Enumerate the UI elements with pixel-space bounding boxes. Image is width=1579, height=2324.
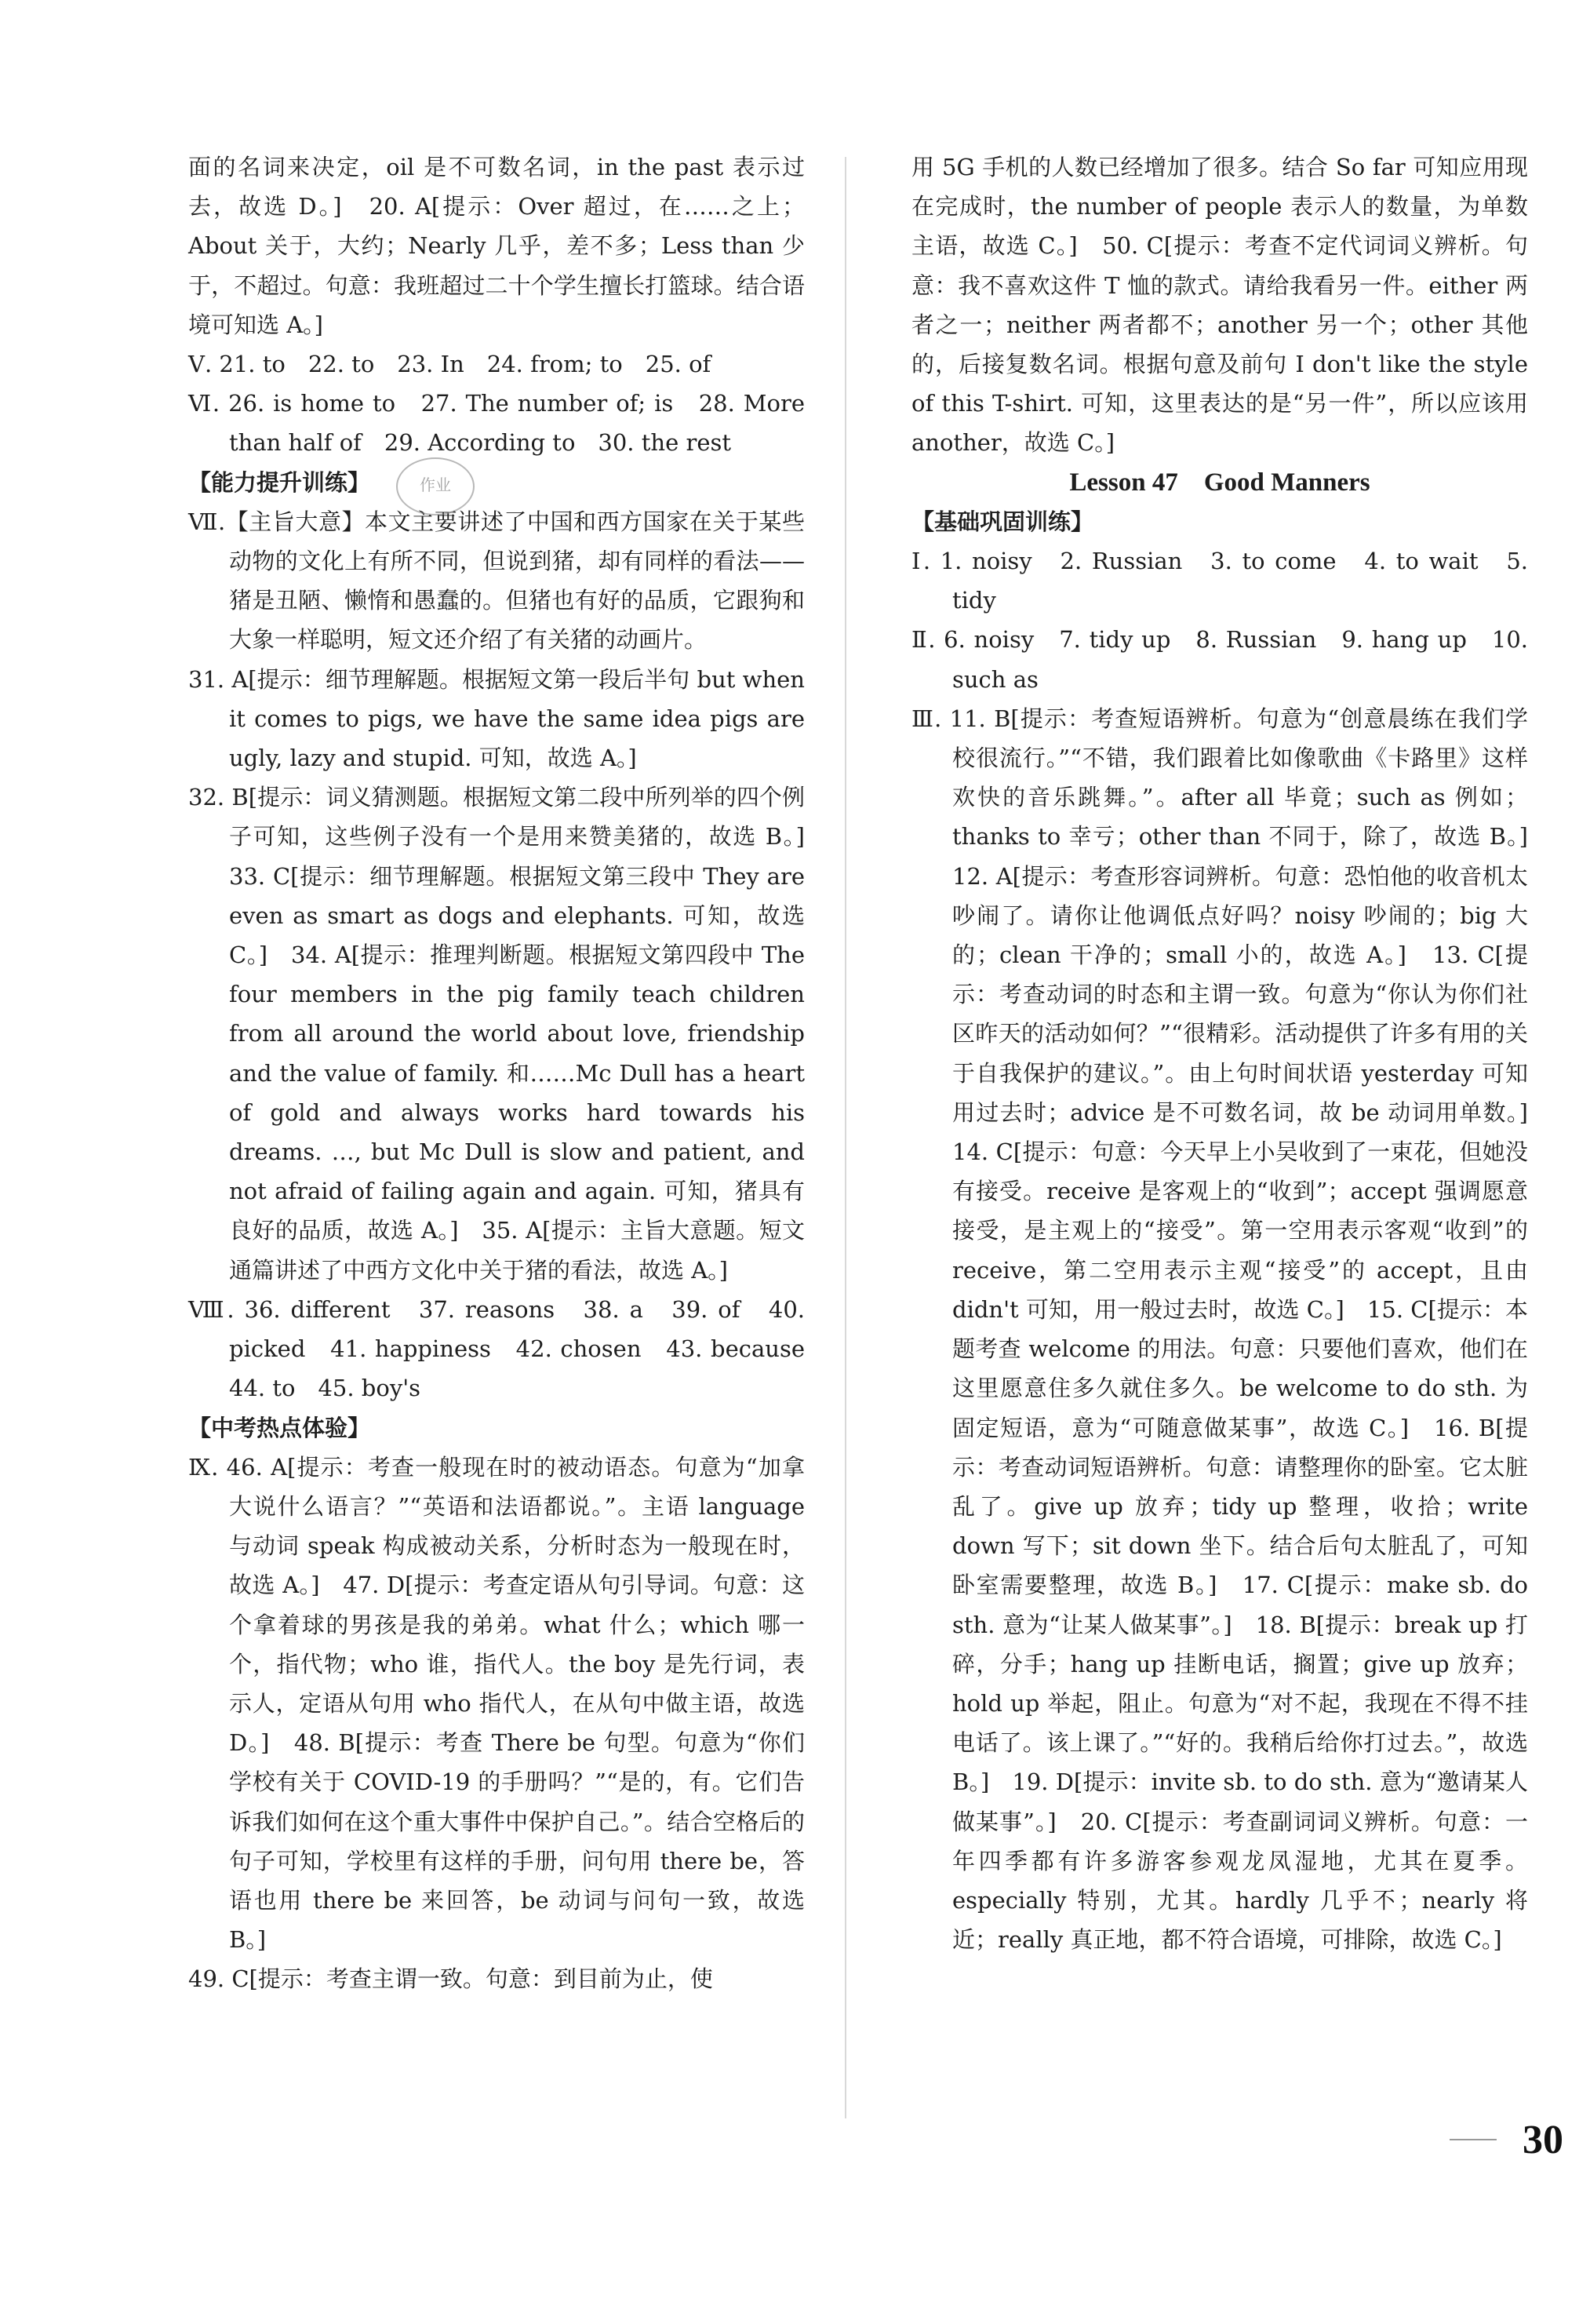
- section-heading: 【能力提升训练】: [188, 468, 371, 496]
- answer-paragraph: Ⅲ. 11. B[提示：考查短语辨析。句意为“创意晨练在我们学校很流行。”“不错，我们跟着比如像歌曲《卡路里》这样欢快的音乐跳舞。”。after all 毕竟；such as 例如；thanks to 幸亏；other than 不同于，除了，故选 B。] 12. A[提示：考查形容词辨析。句意：恐怕他的收音机太吵闹了。请你让他调低点好吗？noisy 吵闹的；big 大的；clean 干净的；small 小的，故选 A。] 13. C[提示：考查动词的时态和主谓一致。句意为“你认为你们社区昨天的活动如何？”“很精彩。活动提供了许多有用的关于自我保护的建议。”。由上句时间状语 yesterday 可知用过去时；advice 是不可数名词，故 be 动词用单数。] 14. C[提示：句意：今天早上小吴收到了一束花，但她没有接受。receive 是客观上的“收到”；accept 强调愿意接受，是主观上的“接受”。第一空用表示客观“收到”的 receive，第二空用表示主观“接受”的 accept，且由 didn't 可知，用一般过去时，故选 C。] 15. C[提示：本题考查 welcome 的用法。句意：只要他们喜欢，他们在这里愿意住多久就住多久。be welcome to do sth. 为固定短语，意为“可随意做某事”，故选 C。] 16. B[提示：考查动词短语辨析。句意：请整理你的卧室。它太脏乱了。give up 放弃；tidy up 整理，收拾；write down 写下；sit down 坐下。结合后句太脏乱了，可知卧室需要整理，故选 B。] 17. C[提示：make sb. do sth. 意为“让某人做某事”。] 18. B[提示：break up 打碎，分手；hang up 挂断电话，搁置；give up 放弃；hold up 举起，阻止。句意为“对不起，我现在不得不挂电话了。该上课了。”“好的。我稍后给你打过去。”，故选 B。] 19. D[提示：invite sb. to do sth. 意为“邀请某人做某事”。] 20. C[提示：考查副词词义辨析。句意：一年四季都有许多游客参观龙凤湿地，尤其在夏季。especially 特别，尤其。hardly 几乎不；nearly 将近；really 真正地，都不符合语境，可排除，故选 C。]: [911, 705, 1552, 1954]
- section-heading: 【基础巩固训练】: [911, 508, 1094, 535]
- answer-paragraph: Ⅰ. 1. noisy 2. Russian 3. to come 4. to wait 5. tidy: [911, 548, 1528, 614]
- answer-paragraph: 49. C[提示：考查主谓一致。句意：到目前为止，使: [188, 1965, 713, 1993]
- answer-paragraph: Ⅱ. 6. noisy 7. tidy up 8. Russian 9. hang up 10. such as: [911, 626, 1528, 693]
- answer-paragraph: 面的名词来决定，oil 是不可数名词，in the past 表示过去，故选 D。] 20. A[提示：Over 超过，在……之上；About 关于，大约；Nearly 几乎，差不多；Less than 少于，不超过。句意：我班超过二十个学生擅长打篮球。结合语境可知选 A。]: [188, 154, 805, 338]
- watermark-stamp: 作业: [396, 457, 475, 515]
- page-number-rule: [1450, 2139, 1497, 2140]
- left-column: [188, 148, 828, 1999]
- answer-paragraph: Ⅵ. 26. is home to 27. The number of; is 28. More than half of 29. According to 30. the rest: [188, 390, 805, 457]
- lesson-title: Lesson 47 Good Manners: [1069, 468, 1370, 497]
- answer-paragraph: Ⅴ. 21. to 22. to 23. In 24. from; to 25. of: [188, 351, 711, 378]
- column-divider: [845, 157, 846, 2118]
- answer-paragraph: Ⅸ. 46. A[提示：考查一般现在时的被动语态。句意为“加拿大说什么语言？”“英语和法语都说。”。主语 language 与动词 speak 构成被动关系，分析时态为一般现在时，故选 A。] 47. D[提示：考查定语从句引导词。句意：这个拿着球的男孩是我的弟弟。what 什么；which 哪一个，指代物；who 谁，指代人。the boy 是先行词，表示人，定语从句用 who 指代人，在从句中做主语，故选 D。] 48. B[提示：考查 There be 句型。句意为“你们学校有关于 COVID-19 的手册吗？”“是的，有。它们告诉我们如何在这个重大事件中保护自己。”。结合空格后的句子可知，学校里有这样的手册，问句用 there be，答语也用 there be 来回答，be 动词与问句一致，故选 B。]: [188, 1453, 805, 1954]
- section-heading: 【中考热点体验】: [188, 1414, 371, 1441]
- right-column: [911, 148, 1552, 1959]
- answer-paragraph: 32. B[提示：词义猜测题。根据短文第二段中所列举的四个例子可知，这些例子没有一个是用来赞美猪的，故选 B。] 33. C[提示：细节理解题。根据短文第三段中 They are even as smart as dogs and elephants. 可知，故选 C。] 34. A[提示：推理判断题。根据短文第四段中 The four members in the pig family teach children from all around the world about love, friendship and the value of family. 和……Mc Dull has a heart of gold and always works hard towards his dreams. …, but Mc Dull is slow and patient, and not afraid of failing again and again. 可知，猪具有良好的品质，故选 A。] 35. A[提示：主旨大意题。短文通篇讲述了中西方文化中关于猪的看法，故选 A。]: [188, 784, 828, 1284]
- answer-paragraph: Ⅶ.【主旨大意】本文主要讲述了中国和西方国家在关于某些动物的文化上有所不同，但说到猪，却有同样的看法——猪是丑陋、懒惰和愚蠢的。但猪也有好的品质，它跟狗和大象一样聪明，短文还介绍了有关猪的动画片。: [188, 508, 805, 654]
- answer-paragraph: Ⅷ. 36. different 37. reasons 38. a 39. of 40. picked 41. happiness 42. chosen 43. because 44. to 45. boy's: [188, 1295, 828, 1402]
- answer-paragraph: 用 5G 手机的人数已经增加了很多。结合 So far 可知应用现在完成时，the number of people 表示人的数量，为单数主语，故选 C。] 50. C[提示：考查不定代词词义辨析。句意：我不喜欢这件 T 恤的款式。请给我看另一件。either 两者之一；neither 两者都不；another 另一个；other 其他的，后接复数名词。根据句意及前句 I don't like the style of this T-shirt. 可知，这里表达的是“另一件”，所以应该用 another，故选 C。]: [911, 154, 1528, 457]
- page-number: 30: [1523, 2118, 1563, 2162]
- answer-paragraph: 31. A[提示：细节理解题。根据短文第一段后半句 but when it comes to pigs, we have the same idea pigs are ugly, lazy and stupid. 可知，故选 A。]: [188, 665, 805, 772]
